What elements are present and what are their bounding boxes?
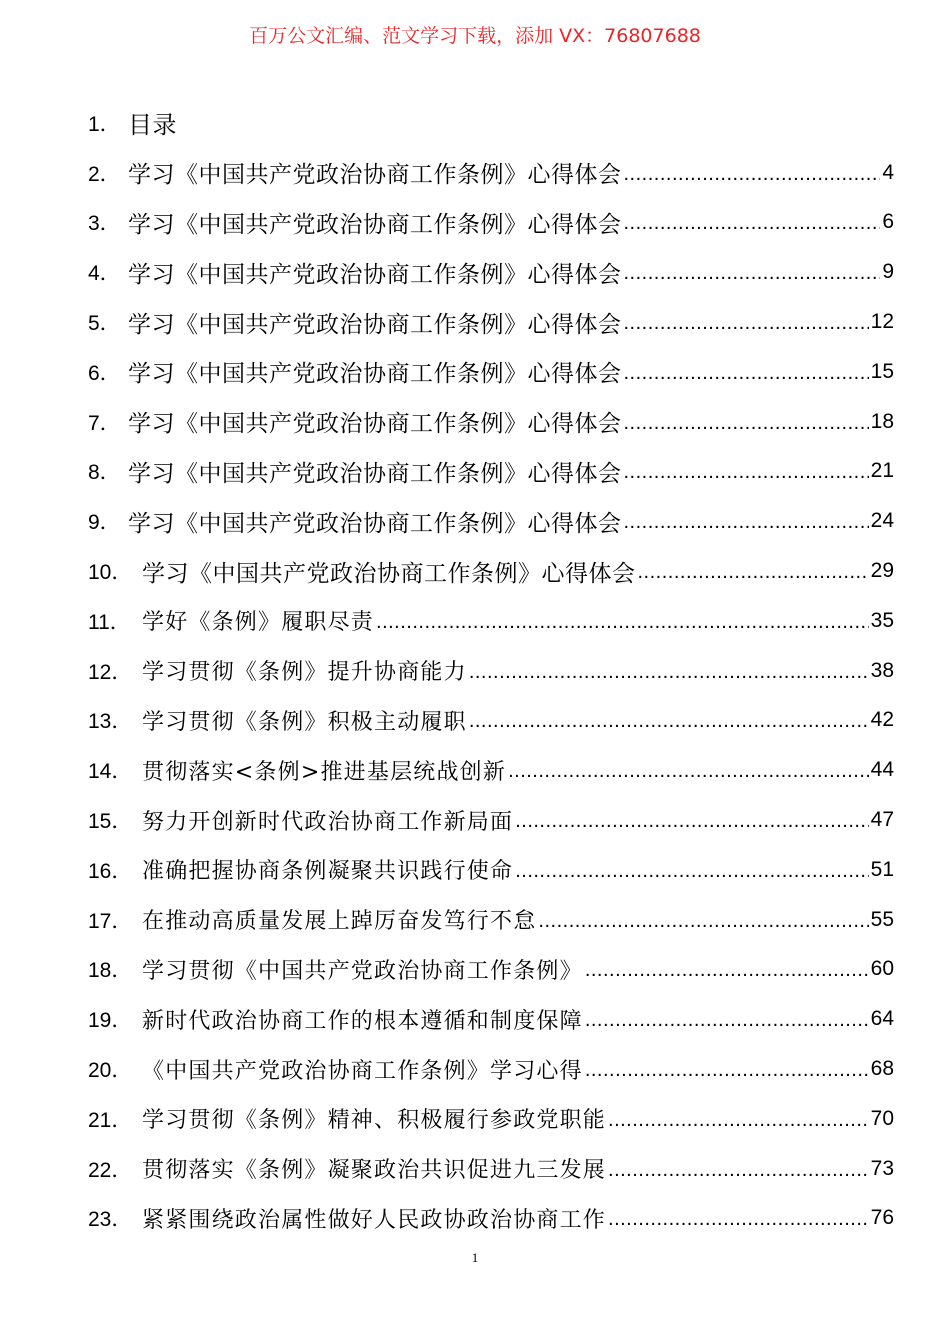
toc-dot-leader (624, 460, 869, 484)
toc-entry[interactable] (88, 347, 894, 397)
toc-dot-leader (469, 660, 869, 684)
toc-dot-leader (585, 958, 869, 982)
toc-entry[interactable] (88, 945, 894, 995)
toc-entry-title[interactable]: 学习贯彻《中国共产党政治协商工作条例》 (142, 958, 583, 984)
toc-entry-page: 44 (870, 758, 894, 782)
toc-dot-leader (608, 1207, 869, 1231)
toc-entry-title[interactable]: 努力开创新时代政治协商工作新局面 (142, 809, 514, 835)
toc-entry-page: 76 (870, 1206, 894, 1230)
toc-entry-title[interactable]: 新时代政治协商工作的根本遵循和制度保障 (142, 1008, 583, 1034)
toc-entry[interactable] (88, 845, 894, 895)
toc-entry[interactable] (88, 148, 894, 198)
toc-heading (88, 98, 894, 148)
toc-heading-title: 目录 (128, 111, 177, 140)
toc-dot-leader (624, 311, 869, 335)
toc-entry-page: 42 (870, 708, 894, 732)
toc-entry-page: 55 (870, 907, 894, 931)
toc-entry[interactable] (88, 297, 894, 347)
toc-entry-number: 10． (88, 561, 133, 585)
toc-entry-number: 23． (88, 1208, 133, 1232)
toc-entry-number: 6． (88, 361, 121, 385)
toc-entry[interactable] (88, 994, 894, 1044)
toc-entry-title[interactable]: 学习贯彻《条例》精神、积极履行参政党职能 (142, 1108, 607, 1134)
toc-entry-page: 6 (882, 210, 894, 234)
toc-entry[interactable] (88, 247, 894, 297)
toc-entry[interactable] (88, 745, 894, 795)
toc-entry-title[interactable]: 学习贯彻《条例》提升协商能力 (142, 660, 467, 686)
toc-entry[interactable] (88, 397, 894, 447)
toc-entry-page: 51 (870, 857, 894, 881)
toc-entry[interactable] (88, 447, 894, 497)
toc-entry-title[interactable]: 贯彻落实<条例>推进基层统战创新 (142, 759, 507, 785)
page-number: 1 (471, 1250, 479, 1265)
watermark-banner: 百万公文汇编、范文学习下载，添加 VX：76807688 (249, 25, 701, 47)
toc-entry-page: 68 (870, 1057, 894, 1081)
toc-dot-leader (508, 759, 869, 783)
toc-entry[interactable] (88, 646, 894, 696)
toc-entry-title[interactable]: 学习《中国共产党政治协商工作条例》心得体会 (128, 460, 622, 487)
toc-entry-title[interactable]: 学习《中国共产党政治协商工作条例》心得体会 (128, 311, 622, 338)
toc-entry-title[interactable]: 学习《中国共产党政治协商工作条例》心得体会 (142, 560, 636, 587)
toc-entry-number: 14． (88, 760, 133, 784)
toc-entry-title[interactable]: 学习《中国共产党政治协商工作条例》心得体会 (128, 361, 622, 388)
table-of-contents (88, 98, 894, 1243)
toc-entry-number: 7． (88, 411, 121, 435)
toc-entry-number: 5． (88, 312, 121, 336)
toc-entry-number: 21． (88, 1108, 133, 1132)
toc-heading-number: 1． (88, 112, 121, 136)
toc-dot-leader (624, 162, 881, 186)
toc-entry[interactable] (88, 795, 894, 845)
toc-entry-number: 8． (88, 461, 121, 485)
toc-entry-page: 21 (870, 459, 894, 483)
toc-dot-leader (515, 859, 868, 883)
toc-entry-title[interactable]: 学习《中国共产党政治协商工作条例》心得体会 (128, 211, 622, 238)
toc-entry[interactable] (88, 546, 894, 596)
toc-entry-page: 38 (870, 658, 894, 682)
toc-dot-leader (624, 510, 869, 534)
toc-dot-leader (515, 809, 868, 833)
toc-entry-page: 73 (870, 1156, 894, 1180)
toc-dot-leader (608, 1158, 869, 1182)
toc-entry-number: 15． (88, 810, 133, 834)
toc-entry-title[interactable]: 学习《中国共产党政治协商工作条例》心得体会 (128, 411, 622, 438)
toc-entry-page: 15 (870, 359, 894, 383)
toc-entry-page: 4 (882, 160, 894, 184)
toc-dot-leader (624, 411, 869, 435)
toc-entry-number: 12． (88, 660, 133, 684)
toc-entry-title[interactable]: 贯彻落实《条例》凝聚政治共识促进九三发展 (142, 1158, 607, 1184)
toc-dot-leader (608, 1108, 869, 1132)
toc-entry-page: 64 (870, 1007, 894, 1031)
toc-entry-number: 11． (88, 610, 131, 634)
toc-dot-leader (585, 1058, 869, 1082)
toc-entry-page: 29 (870, 559, 894, 583)
toc-entry-number: 3． (88, 212, 121, 236)
toc-entry-title[interactable]: 学好《条例》履职尽责 (142, 610, 375, 636)
toc-entry[interactable] (88, 1194, 894, 1244)
toc-entry-title[interactable]: 在推动高质量发展上踔厉奋发笃行不怠 (142, 909, 537, 935)
toc-dot-leader (469, 709, 869, 733)
toc-entry-number: 19． (88, 1009, 133, 1033)
toc-entry-title[interactable]: 学习《中国共产党政治协商工作条例》心得体会 (128, 510, 622, 537)
toc-dot-leader (376, 610, 869, 634)
toc-entry-page: 60 (870, 957, 894, 981)
toc-entry[interactable] (88, 198, 894, 248)
toc-dot-leader (638, 560, 869, 584)
toc-entry[interactable] (88, 895, 894, 945)
toc-entry[interactable] (88, 696, 894, 746)
toc-entry[interactable] (88, 496, 894, 546)
toc-entry-number: 17． (88, 909, 133, 933)
toc-entry-number: 13． (88, 710, 133, 734)
toc-entry-title[interactable]: 学习《中国共产党政治协商工作条例》心得体会 (128, 261, 622, 288)
toc-entry-page: 35 (870, 608, 894, 632)
toc-entry[interactable] (88, 1094, 894, 1144)
toc-entry[interactable] (88, 596, 894, 646)
toc-entry[interactable] (88, 1144, 894, 1194)
toc-dot-leader (624, 211, 881, 235)
toc-entry-number: 9． (88, 511, 121, 535)
toc-entry-number: 2． (88, 162, 121, 186)
toc-entry-number: 22． (88, 1158, 133, 1182)
toc-entry[interactable] (88, 1044, 894, 1094)
toc-entry-title[interactable]: 《中国共产党政治协商工作条例》学习心得 (142, 1058, 583, 1084)
toc-entry-page: 18 (870, 409, 894, 433)
toc-entry-number: 16． (88, 859, 133, 883)
toc-dot-leader (624, 361, 869, 385)
toc-entry-page: 47 (870, 808, 894, 832)
toc-entry-title[interactable]: 学习《中国共产党政治协商工作条例》心得体会 (128, 162, 622, 189)
toc-entry-page: 9 (882, 260, 894, 284)
toc-entry-number: 20． (88, 1059, 133, 1083)
toc-dot-leader (624, 261, 881, 285)
toc-entry-page: 24 (870, 509, 894, 533)
toc-entry-page: 70 (870, 1106, 894, 1130)
toc-entry-title[interactable]: 准确把握协商条例凝聚共识践行使命 (142, 859, 514, 885)
toc-entry-title[interactable]: 学习贯彻《条例》积极主动履职 (142, 709, 467, 735)
toc-entry-page: 12 (870, 310, 894, 334)
toc-dot-leader (585, 1008, 869, 1032)
toc-entry-title[interactable]: 紧紧围绕政治属性做好人民政协政治协商工作 (142, 1207, 607, 1233)
toc-entry-number: 18． (88, 959, 133, 983)
toc-entry-number: 4． (88, 262, 121, 286)
toc-dot-leader (538, 909, 868, 933)
